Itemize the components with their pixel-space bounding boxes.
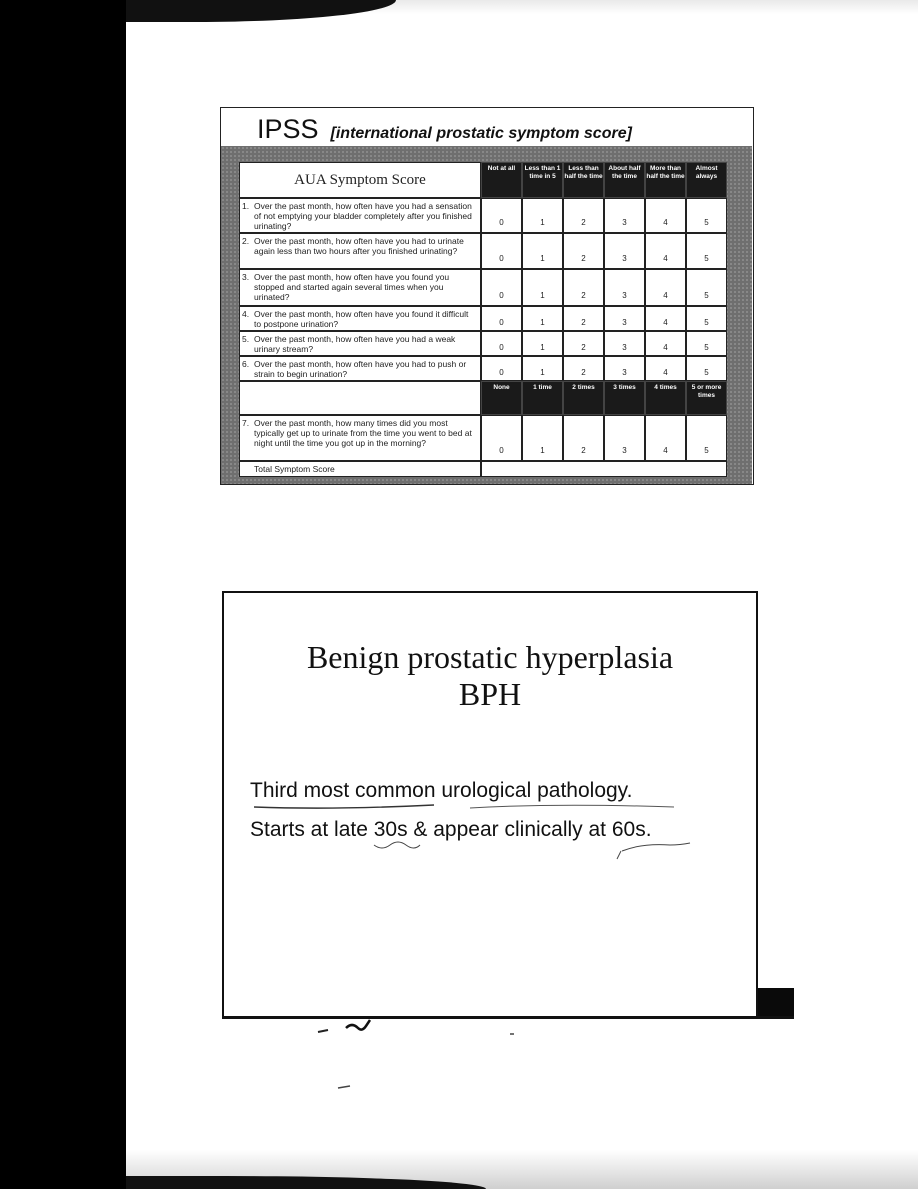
score-cell: 0 [481,356,522,381]
score-cell: 3 [604,331,645,356]
score-cell: 2 [563,198,604,233]
option-header: More than half the time [645,162,686,198]
question-3 [239,269,481,306]
blank-header-cell [239,381,481,415]
question-text: Over the past month, how often have you had a weak urinary stream? [254,334,456,354]
title-line-1: Benign prostatic hyperplasia [306,639,674,675]
score-cell: 2 [563,415,604,461]
question-1 [239,198,481,233]
score-cell: 0 [481,198,522,233]
score-cell: 1 [522,415,563,461]
ipss-table [239,162,727,477]
score-cell: 3 [604,356,645,381]
score-cell: 3 [604,233,645,269]
option-header: 5 or more times [686,381,727,415]
score-cell: 2 [563,306,604,331]
score-cell: 1 [522,269,563,306]
score-cell: 5 [686,233,727,269]
question-number: 7. [242,418,250,428]
score-cell: 3 [604,269,645,306]
total-score-label: Total Symptom Score [239,461,481,477]
total-score-value [481,461,727,477]
question-text: Over the past month, how often have you found it difficult to postpone urination? [254,309,469,329]
question-number: 1. [242,201,250,211]
question-7 [239,415,481,461]
score-cell: 4 [645,356,686,381]
slide-ipss [220,107,754,485]
title-line-2: BPH [458,676,522,712]
option-header: None [481,381,522,415]
score-cell: 5 [686,269,727,306]
score-cell: 0 [481,233,522,269]
score-cell: 1 [522,198,563,233]
question-2 [239,233,481,269]
question-6 [239,356,481,381]
question-text: Over the past month, how often have you had to push or strain to begin urination? [254,359,467,379]
question-number: 3. [242,272,250,282]
score-cell: 2 [563,331,604,356]
slide-title-abbr: IPSS [257,114,319,144]
score-cell: 3 [604,198,645,233]
score-cell: 0 [481,415,522,461]
question-5 [239,331,481,356]
score-cell: 0 [481,331,522,356]
score-cell: 3 [604,306,645,331]
bullet-1: Third most common urological pathology. [250,779,633,802]
handwritten-underlines [224,593,756,1016]
score-cell: 3 [604,415,645,461]
option-header: Less than half the time [563,162,604,198]
score-cell: 2 [563,269,604,306]
slide-title-subtitle: [international prostatic symptom score] [330,125,632,142]
score-cell: 5 [686,331,727,356]
option-header: 1 time [522,381,563,415]
question-number: 4. [242,309,250,319]
score-cell: 4 [645,415,686,461]
score-cell: 1 [522,306,563,331]
question-number: 6. [242,359,250,369]
option-header: About half the time [604,162,645,198]
option-header: 4 times [645,381,686,415]
score-cell: 4 [645,306,686,331]
score-cell: 0 [481,269,522,306]
option-header: 3 times [604,381,645,415]
score-cell: 4 [645,233,686,269]
score-cell: 2 [563,233,604,269]
question-text: Over the past month, how often have you had to urinate again less than two hours after you finished urinating? [254,236,464,256]
option-header: Not at all [481,162,522,198]
bullet-2: Starts at late 30s & appear clinically at 60s. [250,818,652,841]
option-header: Less than 1 time in 5 [522,162,563,198]
scan-marks [300,1018,560,1128]
slide-bph [222,591,758,1018]
scan-artifact-tab [758,988,794,1016]
question-text: Over the past month, how often have you had a sensation of not emptying your bladder completely after you finished urinating? [254,201,472,231]
score-cell: 5 [686,306,727,331]
score-cell: 1 [522,356,563,381]
score-cell: 5 [686,415,727,461]
score-cell: 4 [645,269,686,306]
scan-left-border [0,0,126,1189]
question-number: 2. [242,236,250,246]
score-cell: 5 [686,356,727,381]
score-cell: 0 [481,306,522,331]
score-cell: 2 [563,356,604,381]
score-cell: 1 [522,233,563,269]
score-cell: 5 [686,198,727,233]
slide-title [257,114,632,148]
question-4 [239,306,481,331]
table-background [221,146,752,484]
score-cell: 4 [645,331,686,356]
option-header: Almost always [686,162,727,198]
option-header: 2 times [563,381,604,415]
score-cell: 4 [645,198,686,233]
score-cell: 1 [522,331,563,356]
question-number: 5. [242,334,250,344]
question-text: Over the past month, how many times did you most typically get up to urinate from the time you went to bed at night until the time you got up in the morning? [254,418,472,448]
question-text: Over the past month, how often have you found you stopped and started again several times when you urinated? [254,272,450,302]
scan-top-edge [126,0,396,22]
table-header-title: AUA Symptom Score [239,162,481,198]
